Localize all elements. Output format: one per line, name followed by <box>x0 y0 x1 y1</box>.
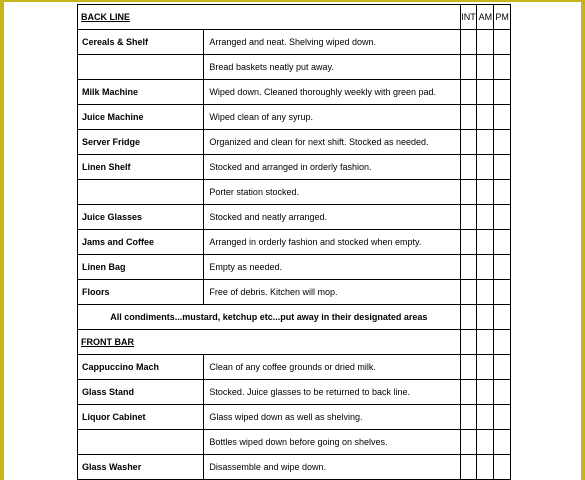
cleaning-checklist-table <box>77 4 511 480</box>
section-title-back-line: BACK LINE <box>78 5 461 30</box>
table-row <box>78 280 511 305</box>
front-bar-header-row <box>78 330 511 355</box>
column-header-pm: PM <box>494 5 511 30</box>
table-row <box>78 380 511 405</box>
table-row <box>78 180 511 205</box>
front-bar-checkbox-pm[interactable] <box>494 355 511 380</box>
item-description: Organized and clean for next shift. Stocked as needed. <box>204 130 460 155</box>
condiments-note: All condiments...mustard, ketchup etc...put away in their designated areas <box>78 305 461 330</box>
back-line-checkbox-pm[interactable] <box>494 30 511 55</box>
condiments-checkbox-int[interactable] <box>460 305 477 330</box>
back-line-checkbox-am[interactable] <box>477 155 494 180</box>
item-name <box>78 180 204 205</box>
item-description: Wiped clean of any syrup. <box>204 105 460 130</box>
back-line-checkbox-am[interactable] <box>477 105 494 130</box>
back-line-checkbox-int[interactable] <box>460 280 477 305</box>
front-bar-checkbox-pm[interactable] <box>494 380 511 405</box>
back-line-checkbox-pm[interactable] <box>494 80 511 105</box>
item-name: Cereals & Shelf <box>78 30 204 55</box>
item-name: Glass Stand <box>78 380 204 405</box>
front-bar-header-blank-am <box>477 330 494 355</box>
back-line-checkbox-pm[interactable] <box>494 205 511 230</box>
item-name: Glass Washer <box>78 455 204 480</box>
item-name: Server Fridge <box>78 130 204 155</box>
back-line-checkbox-pm[interactable] <box>494 130 511 155</box>
item-description: Porter station stocked. <box>204 180 460 205</box>
item-description: Glass wiped down as well as shelving. <box>204 405 460 430</box>
front-bar-checkbox-pm[interactable] <box>494 405 511 430</box>
back-line-checkbox-am[interactable] <box>477 280 494 305</box>
front-bar-checkbox-pm[interactable] <box>494 455 511 480</box>
front-bar-header-blank-pm <box>494 330 511 355</box>
back-line-checkbox-int[interactable] <box>460 180 477 205</box>
front-bar-checkbox-am[interactable] <box>477 430 494 455</box>
back-line-checkbox-int[interactable] <box>460 130 477 155</box>
back-line-checkbox-int[interactable] <box>460 255 477 280</box>
item-description: Disassemble and wipe down. <box>204 455 460 480</box>
item-description: Arranged and neat. Shelving wiped down. <box>204 30 460 55</box>
table-row <box>78 430 511 455</box>
back-line-checkbox-int[interactable] <box>460 80 477 105</box>
front-bar-header-blank-int <box>460 330 477 355</box>
item-name: Juice Machine <box>78 105 204 130</box>
back-line-checkbox-am[interactable] <box>477 230 494 255</box>
item-description: Bread baskets neatly put away. <box>204 55 460 80</box>
table-row <box>78 355 511 380</box>
item-description: Stocked and arranged in orderly fashion. <box>204 155 460 180</box>
item-description: Wiped down. Cleaned thoroughly weekly with green pad. <box>204 80 460 105</box>
table-row <box>78 105 511 130</box>
table-row <box>78 455 511 480</box>
item-name: Linen Shelf <box>78 155 204 180</box>
back-line-checkbox-int[interactable] <box>460 55 477 80</box>
back-line-checkbox-int[interactable] <box>460 155 477 180</box>
item-description: Empty as needed. <box>204 255 460 280</box>
item-name: Cappuccino Mach <box>78 355 204 380</box>
back-line-checkbox-int[interactable] <box>460 105 477 130</box>
item-description: Clean of any coffee grounds or dried milk. <box>204 355 460 380</box>
back-line-checkbox-pm[interactable] <box>494 230 511 255</box>
back-line-checkbox-pm[interactable] <box>494 55 511 80</box>
table-row <box>78 255 511 280</box>
back-line-checkbox-int[interactable] <box>460 230 477 255</box>
back-line-checkbox-am[interactable] <box>477 55 494 80</box>
item-description: Free of debris. Kitchen will mop. <box>204 280 460 305</box>
front-bar-checkbox-am[interactable] <box>477 380 494 405</box>
item-name: Juice Glasses <box>78 205 204 230</box>
back-line-checkbox-am[interactable] <box>477 205 494 230</box>
column-header-am: AM <box>477 5 494 30</box>
condiments-checkbox-am[interactable] <box>477 305 494 330</box>
table-row <box>78 30 511 55</box>
item-name: Milk Machine <box>78 80 204 105</box>
back-line-checkbox-am[interactable] <box>477 80 494 105</box>
table-row <box>78 205 511 230</box>
back-line-checkbox-pm[interactable] <box>494 105 511 130</box>
condiments-checkbox-pm[interactable] <box>494 305 511 330</box>
item-name <box>78 55 204 80</box>
back-line-checkbox-pm[interactable] <box>494 155 511 180</box>
table-row <box>78 230 511 255</box>
table-row <box>78 155 511 180</box>
back-line-checkbox-pm[interactable] <box>494 180 511 205</box>
column-header-int: INT <box>460 5 477 30</box>
item-name <box>78 430 204 455</box>
front-bar-checkbox-am[interactable] <box>477 355 494 380</box>
front-bar-checkbox-int[interactable] <box>460 355 477 380</box>
item-name: Linen Bag <box>78 255 204 280</box>
back-line-header-row <box>78 5 511 30</box>
item-description: Arranged in orderly fashion and stocked when empty. <box>204 230 460 255</box>
front-bar-checkbox-pm[interactable] <box>494 430 511 455</box>
table-row <box>78 130 511 155</box>
condiments-note-row <box>78 305 511 330</box>
front-bar-checkbox-am[interactable] <box>477 455 494 480</box>
table-row <box>78 80 511 105</box>
front-bar-checkbox-int[interactable] <box>460 380 477 405</box>
back-line-checkbox-pm[interactable] <box>494 280 511 305</box>
back-line-checkbox-pm[interactable] <box>494 255 511 280</box>
front-bar-checkbox-int[interactable] <box>460 430 477 455</box>
back-line-checkbox-am[interactable] <box>477 255 494 280</box>
item-description: Bottles wiped down before going on shelves. <box>204 430 460 455</box>
table-row <box>78 55 511 80</box>
back-line-checkbox-int[interactable] <box>460 205 477 230</box>
table-row <box>78 405 511 430</box>
front-bar-checkbox-int[interactable] <box>460 405 477 430</box>
front-bar-checkbox-am[interactable] <box>477 405 494 430</box>
item-name: Jams and Coffee <box>78 230 204 255</box>
section-title-front-bar: FRONT BAR <box>78 330 461 355</box>
back-line-checkbox-am[interactable] <box>477 130 494 155</box>
back-line-checkbox-am[interactable] <box>477 180 494 205</box>
checklist-body <box>78 5 511 480</box>
item-description: Stocked. Juice glasses to be returned to back line. <box>204 380 460 405</box>
back-line-checkbox-am[interactable] <box>477 30 494 55</box>
front-bar-checkbox-int[interactable] <box>460 455 477 480</box>
item-name: Liquor Cabinet <box>78 405 204 430</box>
item-name: Floors <box>78 280 204 305</box>
back-line-checkbox-int[interactable] <box>460 30 477 55</box>
item-description: Stocked and neatly arranged. <box>204 205 460 230</box>
